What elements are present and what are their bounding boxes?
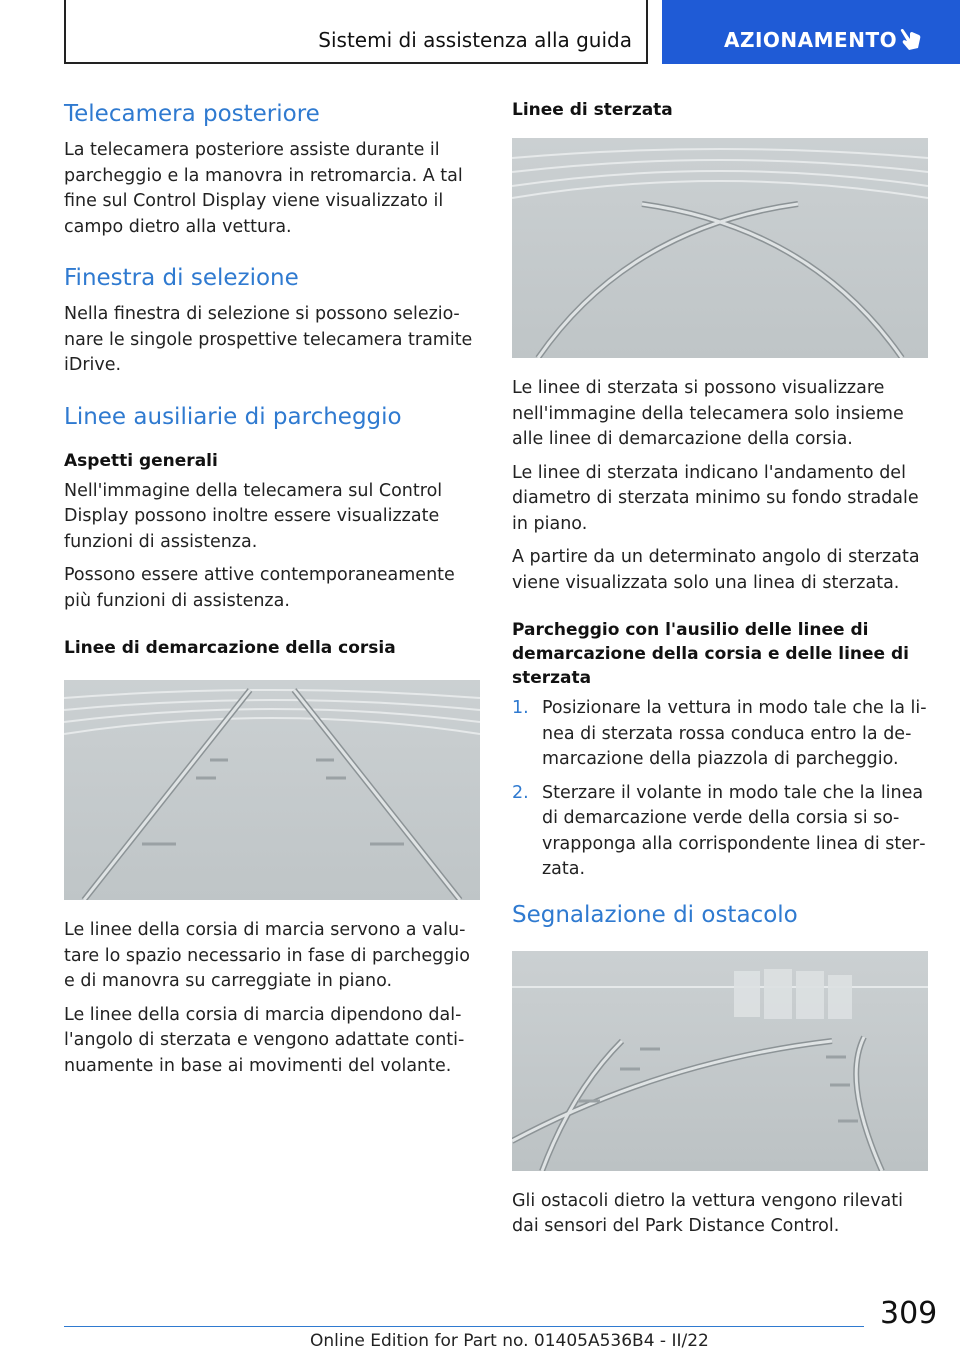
chapter-tab-label: AZIONAMENTO [724,28,898,52]
lane-lines-illustration [64,680,480,900]
header-frame [64,0,648,64]
paragraph: Le linee della corsia di marcia dipendono dall'angolo di sterzata e vengono adattate continuamente in base ai movimenti del volante. [64,1004,465,1076]
heading-parking-lines: Linee ausiliarie di parcheggio [64,403,402,430]
paragraph: A partire da un determinato angolo di sterzata viene visualizzata solo una linea di sterzata. [512,547,920,593]
obstacle-marking-illustration [512,951,928,1171]
paragraph: Le linee della corsia di marcia servono a valutare lo spazio necessario in fase di parcheggio e di manovra su carreggiate in piano. [64,920,470,991]
paragraph: Possono essere attive contemporaneamente più funzioni di assistenza. [64,565,455,611]
chapter-tab[interactable] [662,0,960,64]
right-column [512,98,928,1248]
step-number: 2. [512,782,529,803]
left-column [64,98,480,1087]
subheading-parking-procedure: Parcheggio con l'ausilio delle linee di demarcazione della corsia e delle linee di sterzata [512,620,909,688]
edition-note: Online Edition for Part no. 01405A536B4 - II/22 [310,1331,709,1351]
step-text: Posizionare la vettura in modo tale che la linea di sterzata rossa conduca entro la demarcazione della piazzola di parcheggio. [542,698,927,769]
paragraph: Le linee di sterzata si possono visualizzare nell'immagine della telecamera solo insieme alle linee di demarcazione della corsia. [512,378,904,449]
paragraph: Gli ostacoli dietro la vettura vengono rilevati dai sensori del Park Distance Control. [512,1190,903,1236]
paragraph: La telecamera posteriore assiste durante il parcheggio e la manovra in retromarcia. A tal fine sul Control Display viene visualizzato il campo dietro alla vettura. [64,140,463,237]
footer-rule [64,1326,864,1327]
steps-list [512,696,928,883]
heading-selection-window: Finestra di selezione [64,265,299,291]
steering-lines-illustration [512,138,928,358]
page-number: 309 [880,1296,938,1331]
step-text: Sterzare il volante in modo tale che la linea di demarcazione verde della corsia si sovrapponga alla corrispondente linea di sterzata. [542,782,926,879]
hand-pointer-icon [898,26,924,52]
subheading-general: Aspetti generali [64,450,218,471]
subheading-lane-lines: Linee di demarcazione della corsia [64,638,396,658]
paragraph: Nella finestra di selezione si possono selezionare le singole prospettive telecamera tramite iDrive. [64,304,473,375]
list-item [512,781,928,883]
paragraph: Le linee di sterzata indicano l'andamento del diametro di sterzata minimo su fondo stradale in piano. [512,462,919,534]
heading-rear-camera: Telecamera posteriore [64,101,320,127]
step-number: 1. [512,698,529,718]
list-item [512,696,928,773]
paragraph: Nell'immagine della telecamera sul Control Display possono inoltre essere visualizzate funzioni di assistenza. [64,480,443,552]
section-title: Sistemi di assistenza alla guida [318,28,632,52]
heading-obstacle-marking: Segnalazione di ostacolo [512,901,798,928]
subheading-steering-lines: Linee di sterzata [512,100,673,120]
